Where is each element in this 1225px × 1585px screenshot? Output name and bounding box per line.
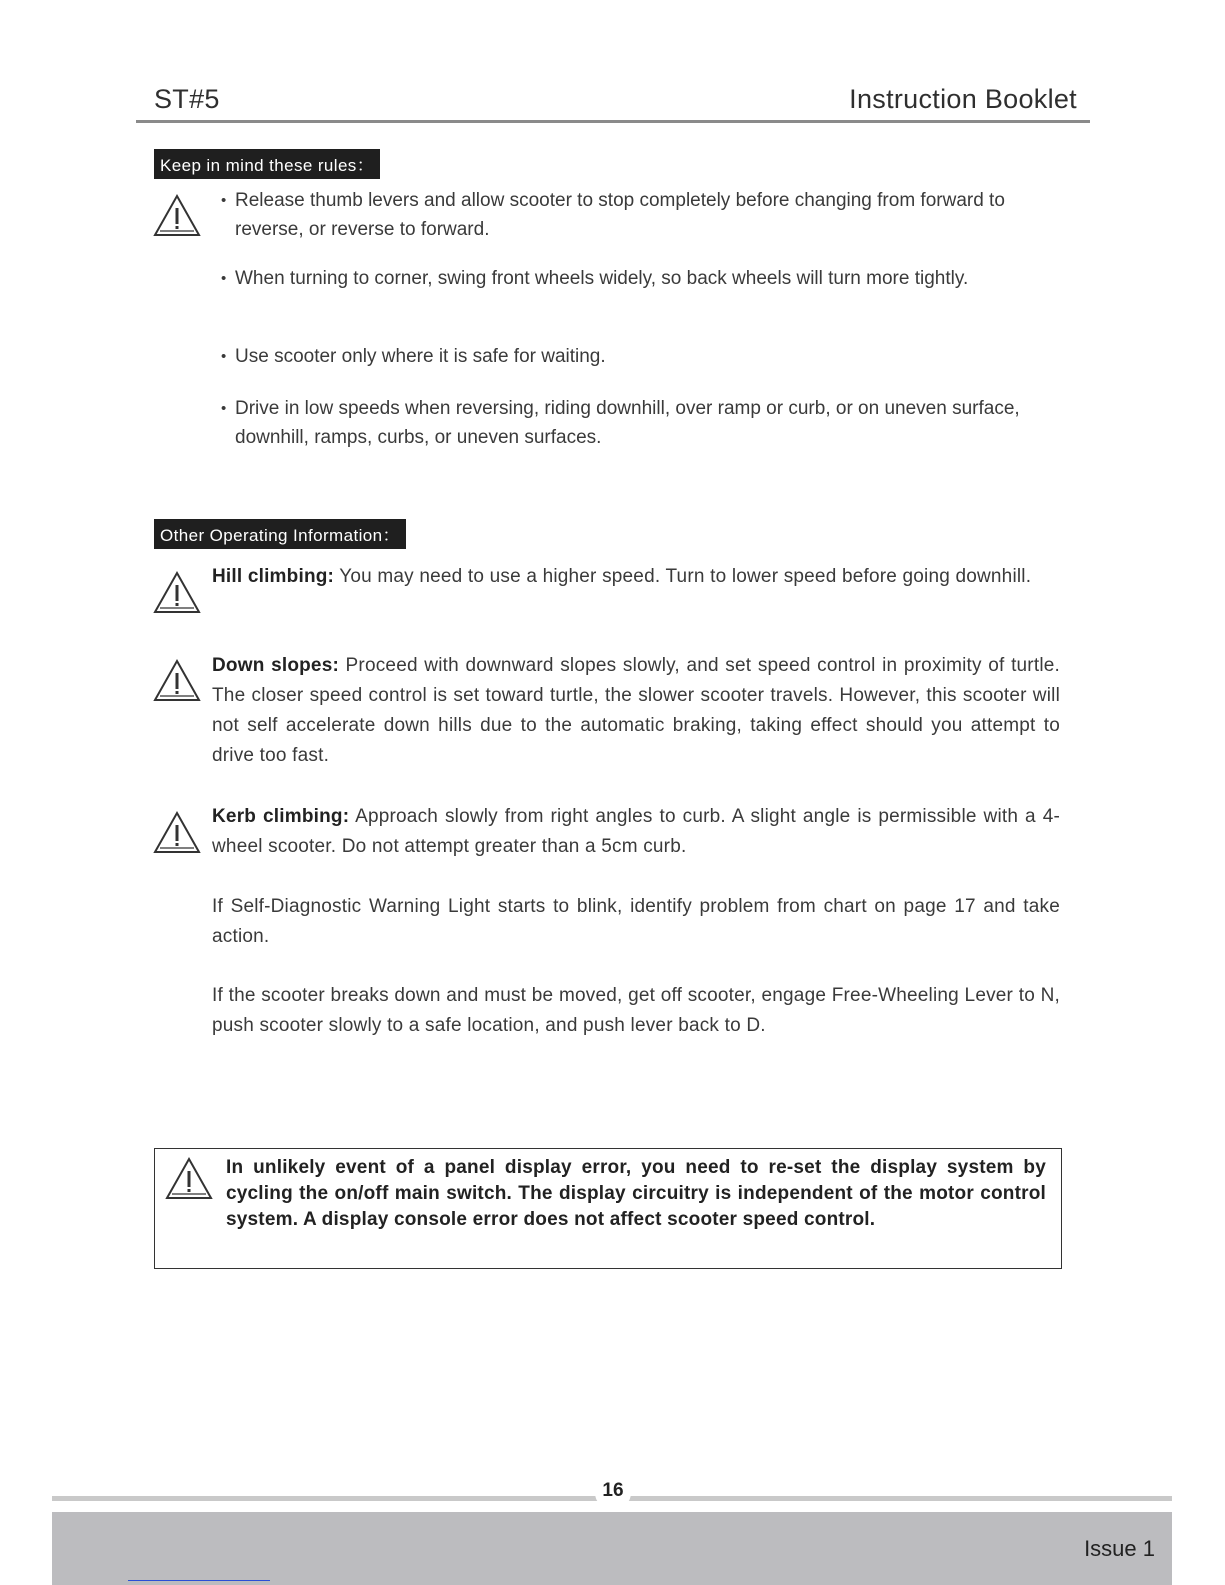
- list-item: • When turning to corner, swing front wheels widely, so back wheels will turn more tightly.: [221, 268, 969, 289]
- list-item: • Release thumb levers and allow scooter to stop completely before changing from forward to reverse, or reverse to forward.: [221, 190, 1005, 240]
- diagnostic-paragraph: If Self-Diagnostic Warning Light starts to blink, identify problem from chart on page 17 and take action.: [212, 896, 1060, 947]
- list-item: • Drive in low speeds when reversing, riding downhill, over ramp or curb, or on uneven surface, downhill, ramps, curbs, or uneven surfaces.: [221, 398, 1020, 448]
- section-tag-rules: Keep in mind these rules：: [154, 149, 380, 179]
- kerb-climbing-paragraph: Kerb climbing: Approach slowly from right angles to curb. A slight angle is permissible with a 4-wheel scooter. Do not attempt greater than a 5cm curb.: [212, 806, 1061, 857]
- list-item: • Use scooter only where it is safe for waiting.: [221, 346, 606, 367]
- doc-title: Instruction Booklet: [849, 84, 1077, 114]
- warning-icon: [152, 658, 202, 704]
- issue-label: Issue 1: [1084, 1536, 1155, 1561]
- doc-code: ST#5: [154, 84, 220, 114]
- section-tag-operating-info: Other Operating Information：: [154, 519, 406, 549]
- breakdown-paragraph: If the scooter breaks down and must be moved, get off scooter, engage Free-Wheeling Lever to N, push scooter slowly to a safe location, and push lever back to D.: [212, 985, 1060, 1036]
- link-underline: [128, 1580, 270, 1581]
- warning-icon: [152, 570, 202, 616]
- footer-band: [52, 1512, 1172, 1585]
- warning-icon: [152, 193, 202, 239]
- warning-icon: [164, 1156, 214, 1202]
- notice-text: In unlikely event of a panel display error, you need to re-set the display system by cycling the on/off main switch. The display circuitry is independent of the motor control system. A display console error does not affect scooter speed control.: [226, 1157, 1046, 1230]
- down-slopes-paragraph: Down slopes: Proceed with downward slopes slowly, and set speed control in proximity of turtle. The closer speed control is set toward turtle, the slower scooter travels. However, this scooter will not self accelerate down hills due to the automatic braking, taking effect should you attempt to drive too fast.: [212, 655, 1060, 766]
- warning-icon: [152, 810, 202, 856]
- page-number: 16: [602, 1480, 624, 1501]
- hill-climbing-paragraph: Hill climbing: You may need to use a higher speed. Turn to lower speed before going downhill.: [212, 566, 1032, 587]
- header-divider: [136, 120, 1090, 123]
